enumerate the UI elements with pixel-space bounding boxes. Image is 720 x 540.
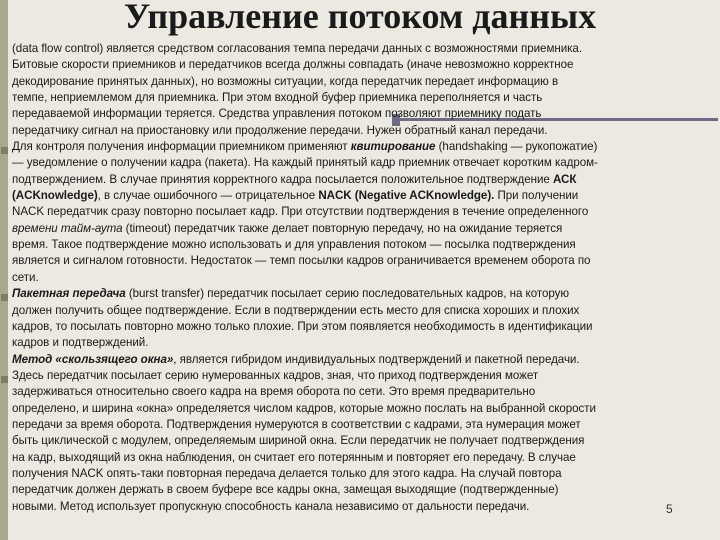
text-run: NACK передатчик сразу повторно посылает кадр. При отсутствии подтверждения в течение определенного — [12, 205, 589, 219]
text-run: времени тайм-аута — [12, 221, 123, 235]
text-run: передатчик должен держать в своем буфере все кадры окна, замещая выходящие (подтвержденные) — [12, 483, 559, 497]
text-line — [12, 482, 718, 498]
paragraph — [12, 352, 718, 515]
paragraph — [12, 41, 718, 139]
text-line — [12, 139, 718, 155]
bullet-icon — [1, 294, 8, 301]
text-run: новыми. Метод использует пропускную способность канала независимо от дальности передачи. — [12, 499, 530, 513]
left-accent-bar — [0, 0, 8, 540]
text-run: передачи за время оборота. Подтверждения нумеруются в соответствии с кадрами, эта нумерация может — [12, 417, 581, 431]
text-run: подтверждением. В случае принятия корректного кадра посылается положительное подтверждение — [12, 172, 554, 186]
text-run: кадров, то посылать повторно можно только плохие. При этом появляется необходимость в идентификации — [12, 319, 593, 333]
text-run: Здесь передатчик посылает серию нумерованных кадров, зная, что приход подтверждения может — [12, 368, 539, 382]
text-line — [12, 450, 718, 466]
text-run: определено, и ширина «окна» определяется числом кадров, которые можно послать на выбранной скорости — [12, 401, 596, 415]
text-run: , в случае ошибочного — отрицательное — [97, 189, 319, 203]
page-number: 5 — [666, 502, 673, 516]
text-run: кадров и подтверждений. — [12, 336, 149, 350]
text-run: сети. — [12, 270, 39, 284]
text-line — [12, 352, 718, 368]
text-line — [12, 433, 718, 449]
text-run: (timeout) передатчик также делает повторную передачу, но на ожидание теряется — [122, 221, 563, 235]
text-run: быть циклической с модулем, определяемым шириной окна. Если передатчик не получает подтверждения — [12, 434, 585, 448]
text-line — [12, 237, 718, 253]
paragraph — [12, 286, 718, 351]
text-line — [12, 41, 718, 57]
text-run: АСК — [553, 172, 577, 186]
text-run: получения NACK опять-таки повторная передача делается только для этого кадра. На случай повтора — [12, 466, 562, 480]
slide-body — [12, 41, 718, 515]
text-run: Для контроля получения информации приемником применяют — [12, 140, 351, 154]
text-run: передатчику сигнал на приостановку или продолжение передачи. Нужен обратный канал передачи. — [12, 123, 548, 137]
text-line — [12, 123, 718, 139]
bullet-icon — [1, 376, 8, 383]
text-line — [12, 466, 718, 482]
text-run: (handshaking — рукопожатие) — [435, 140, 598, 154]
text-line — [12, 74, 718, 90]
text-run: При получении — [494, 189, 579, 203]
text-line — [12, 172, 718, 188]
text-line — [12, 221, 718, 237]
text-run: (burst transfer) передатчик посылает серию последовательных кадров, на которую — [125, 287, 570, 301]
text-run: — уведомление о получении кадра (пакета). На каждый принятый кадр приемник отвечает коротким кадром- — [12, 156, 598, 170]
bullet-icon — [1, 147, 8, 154]
text-run: является и сигналом готовности. Недостаток — темп посылки кадров ограничивается временем оборота по — [12, 254, 591, 268]
text-run: квитирование — [350, 140, 436, 154]
text-run: передаваемой информации теряется. Средства управления потоком позволяют приемнику подать — [12, 107, 542, 121]
text-run: темпе, неприемлемом для приемника. При этом входной буфер приемника переполняется и часть — [12, 91, 543, 105]
text-line — [12, 384, 718, 400]
paragraph — [12, 139, 718, 286]
text-line — [12, 499, 718, 515]
text-run: задерживаться относительно своего кадра на время оборота по сети. Это время предварительно — [12, 385, 536, 399]
text-line — [12, 253, 718, 269]
text-line — [12, 401, 718, 417]
text-run: должен получить общее подтверждение. Если в подтверждении есть место для списка хороших и плохих — [12, 303, 580, 317]
text-line — [12, 57, 718, 73]
text-run: (data flow control) является средством согласования темпа передачи данных с возможностями приемника. — [12, 42, 582, 55]
text-run: , является гибридом индивидуальных подтверждений и пакетной передачи. — [173, 352, 580, 366]
text-line — [12, 368, 718, 384]
text-run: Пакетная передача — [12, 287, 126, 301]
text-run: на кадр, выходящий из окна наблюдения, он считает его потерянным и повторяет его передачу. В случае — [12, 450, 576, 464]
text-run: Метод «скользящего окна» — [12, 352, 174, 366]
text-line — [12, 204, 718, 220]
text-run: декодирование принятых данных), но возможны ситуации, когда передатчик передает информацию в — [12, 74, 559, 88]
text-line — [12, 417, 718, 433]
text-line — [12, 286, 718, 302]
text-line — [12, 155, 718, 171]
text-run: время. Такое подтверждение можно использовать и для управления потоком — посылка подтверждения — [12, 238, 576, 252]
text-run: NACK (Negative ACKnowledge). — [318, 189, 495, 203]
text-line — [12, 319, 718, 335]
text-line — [12, 335, 718, 351]
text-line — [12, 270, 718, 286]
text-line — [12, 106, 718, 122]
slide-title: Управление потоком данных — [123, 0, 597, 36]
text-line — [12, 303, 718, 319]
text-run: Битовые скорости приемников и передатчиков всегда должны совпадать (иначе невозможно корректное — [12, 58, 574, 72]
text-run: (ACKnowledge) — [12, 189, 98, 203]
text-line — [12, 188, 718, 204]
text-line — [12, 90, 718, 106]
